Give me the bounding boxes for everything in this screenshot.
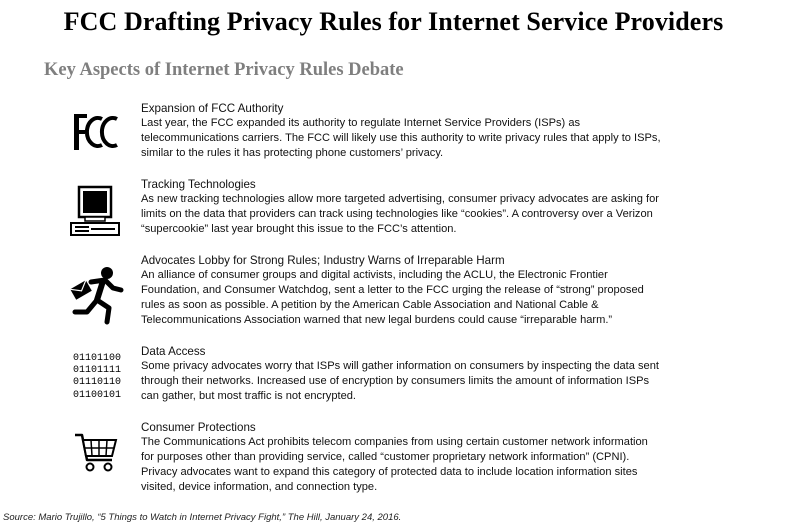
shopping-cart-icon [74,432,118,474]
item-body: Some privacy advocates worry that ISPs will gather information on consumers by inspecting the data sent through their networks. Increased use of encryption by consumers limits the amount of information ISPs can gather, but most traffic is not encrypted. [141,360,659,402]
binary-code-icon [73,353,121,402]
item-body: Last year, the FCC expanded its authority to regulate Internet Service Providers (ISPs) as telecommunications carriers. The FCC will likely use this authority to write privacy rules that apply to ISPs, similar to the rules it has protecting phone customers’ privacy. [141,117,661,159]
item-heading: Data Access [141,345,206,358]
item-expansion [141,101,661,161]
page-subtitle: Key Aspects of Internet Privacy Rules Debate [44,60,404,80]
item-body: The Communications Act prohibits telecom companies from using certain customer network information for purposes other than providing service, called “customer proprietary network information” (CPNI). Privacy advocates want to expand this category of protected data to include location information sites visited, device information, and connection type. [141,436,648,493]
running-person-letter-icon [69,266,125,326]
item-body: An alliance of consumer groups and digital activists, including the ACLU, the Electronic Frontier Foundation, and Consumer Watchdog, sent a letter to the FCC urging the release of “strong” proposed rules as soon as possible. A petition by the American Cable Association and National Cable & Telecommunications Association warned that new legal burdens could cause “irreparable harm.” [141,269,644,326]
binary-line: 01110110 [73,377,122,389]
binary-line: 01100101 [73,389,122,401]
source-citation: Source: Mario Trujillo, “5 Things to Watch in Internet Privacy Fight,” The Hill, January 24, 2016. [3,512,402,523]
binary-line: 01101111 [73,365,122,377]
item-data-access [141,344,661,404]
item-body: As new tracking technologies allow more targeted advertising, consumer privacy advocates are asking for limits on the data that providers can track using technologies like “cookies”. A controversy over a Verizon “supercookie” last year brought this issue to the FCC’s attention. [141,193,659,235]
computer-icon [69,185,121,237]
item-heading: Advocates Lobby for Strong Rules; Industry Warns of Irreparable Harm [141,254,505,267]
item-consumer-protections [141,420,661,495]
item-heading: Consumer Protections [141,421,256,434]
item-advocates [141,253,661,328]
page-title: FCC Drafting Privacy Rules for Internet Service Providers [63,7,724,36]
binary-line: 01101100 [73,353,122,364]
fcc-logo-icon [73,111,121,153]
item-heading: Tracking Technologies [141,178,256,191]
item-tracking [141,177,661,237]
item-heading: Expansion of FCC Authority [141,102,284,115]
